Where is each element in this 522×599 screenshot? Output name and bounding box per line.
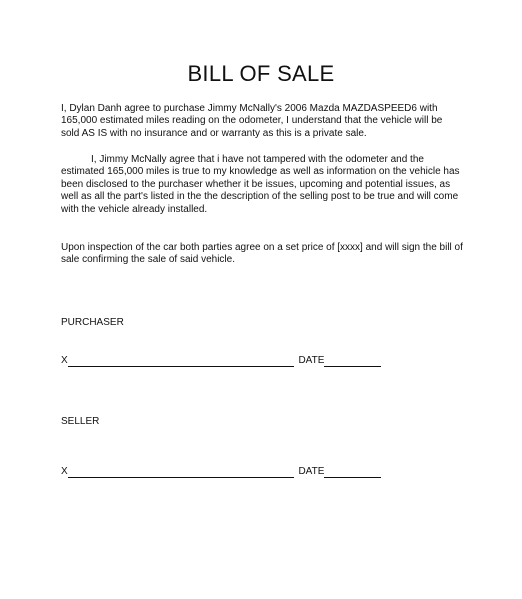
paragraph-seller-disclosure: I, Jimmy McNally agree that i have not tampered with the odometer and the estimated 165,000 miles is true to my knowledge as well as information on the vehicle has been disclosed to the purchaser whether it be issues, upcoming and potential issues, as well as all the part's listed in the the description of the selling post to be true and will come with the vehicle already installed. (61, 154, 460, 215)
seller-date-field (324, 466, 381, 478)
seller-signature-line (61, 466, 381, 480)
purchaser-signature-line (61, 355, 381, 369)
document-title: BILL OF SALE (187, 61, 335, 86)
purchaser-label: PURCHASER (61, 317, 124, 328)
purchaser-date-label: DATE (298, 355, 325, 366)
purchaser-signature-mark: X (61, 355, 68, 366)
purchaser-date-field (324, 355, 381, 367)
seller-signature-mark: X (61, 466, 68, 477)
paragraph-purchase-agreement: I, Dylan Danh agree to purchase Jimmy McNally's 2006 Mazda MAZDASPEED6 with 165,000 estimated miles reading on the odometer, I understand that the vehicle will be sold AS IS with no insurance and or warranty as this is a private sale. (61, 103, 443, 139)
seller-date-label: DATE (298, 466, 325, 477)
seller-label: SELLER (61, 416, 100, 427)
purchaser-signature-field (68, 355, 294, 367)
paragraph-price-agreement: Upon inspection of the car both parties agree on a set price of [xxxx] and will sign the bill of sale confirming the sale of said vehicle. (61, 242, 463, 266)
seller-signature-field (68, 466, 294, 478)
